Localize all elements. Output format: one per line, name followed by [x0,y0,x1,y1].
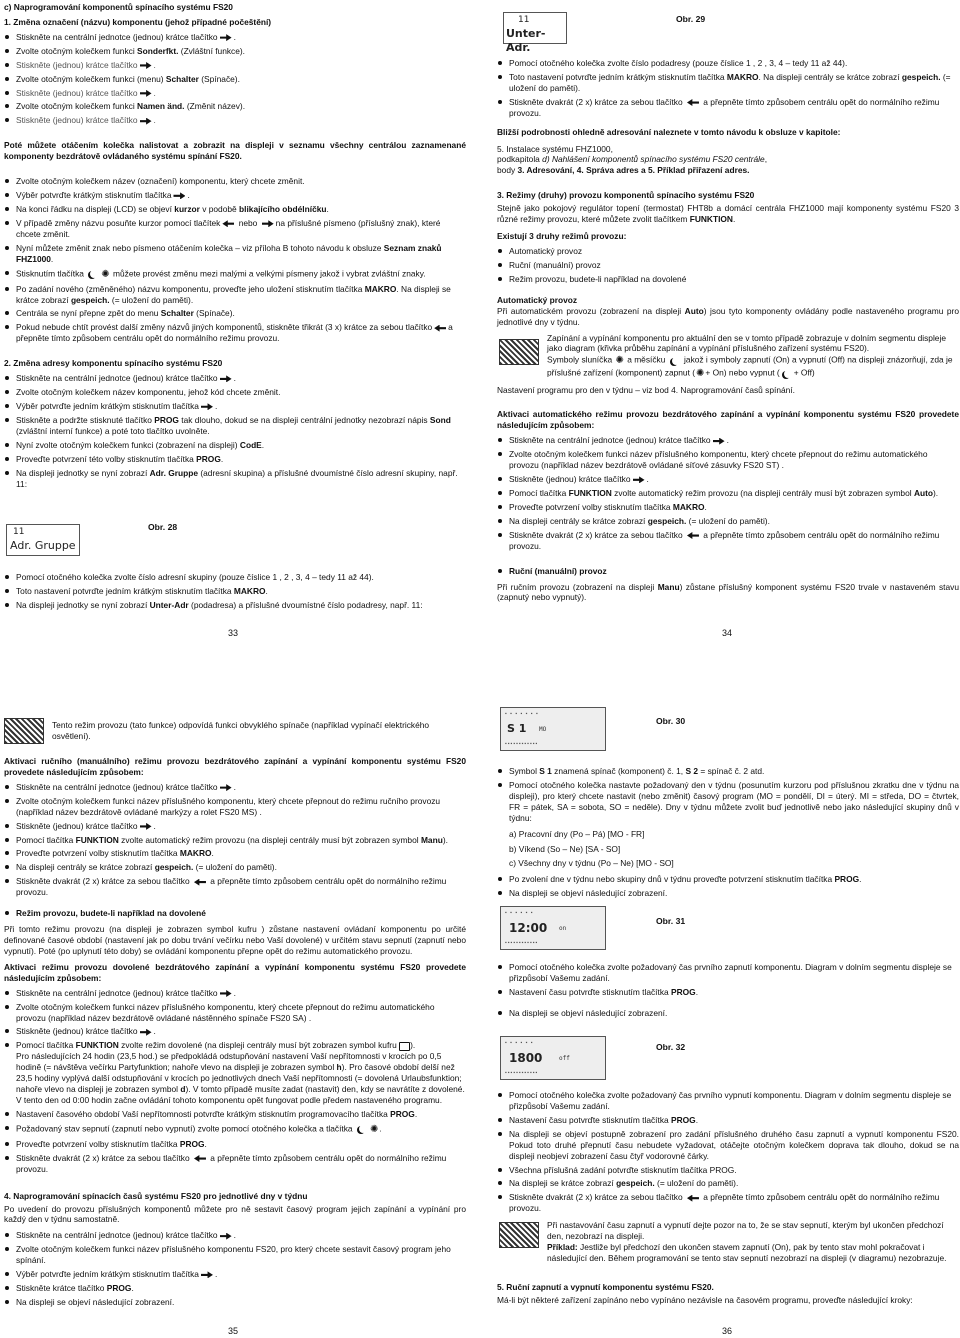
page-number: 36 [722,1326,733,1336]
paragraph: Nastavení programu pro den v týdnu – viz bod 4. Naprogramování časů spínání. [497,384,795,395]
list-item: Zvolte otočným kolečkem funkci název příslušného komponentu, který chcete přepnout do režimu ručního provozu (například název bezdrátově ovládané markýzy a rolet FS20 MS) . [4,796,466,818]
list-item: c) Všechny dny v týdnu (Po – Ne) [MO - SO] [509,858,674,869]
list-item: Zvolte otočným kolečkem funkci (menu) Schalter (Spínače). [4,74,466,85]
list-item: V případě změny názvu posuňte kurzor pomocí tlačítek nebo na příslušné písmeno (příslušný znak), které chcete změnit. [4,218,466,240]
step-list [497,566,959,577]
section-title: Automatický provoz [497,294,578,305]
lcd-number: 11 [13,527,25,537]
lcd-state: off [559,1055,570,1062]
step-list [4,373,466,489]
step-list [4,32,466,126]
step-list [497,435,959,551]
list-item: Výběr potvrďte krátkým stisknutím tlačítka . [4,190,466,201]
list-item: Nastavení času potvrďte stisknutím tlačítka PROG. [497,987,959,998]
lcd-day: MO [539,726,547,733]
paragraph: Bližší podrobnosti ohledně adresování naleznete v tomto návodu k obsluze v kapitole: [497,126,841,137]
right-arrow-icon [220,990,232,997]
note-block [497,1220,959,1264]
list-item: Ruční (manuální) provoz [497,260,959,271]
paragraph: Při automatickém provozu (zobrazení na displeji Auto) jsou tyto komponenty ovládány podle nastaveného programu pro jednotlivé dny v týdnu. [497,305,959,327]
list-item: Zvolte otočným kolečkem funkci Namen änd. (Změnit název). [4,101,466,112]
list-item: Pomocí tlačítka FUNKTION zvolte režim dovolené (na displeji centrály musí být zobrazen symbol kufru ). Pro následujících 24 hodin (23,5 hod.) se předpokládá odstupňování nastavení Vaší nepřítomnosti v krocích po 0,5 hodině (= návštěva večírku Partyfunktion; nahoře vlevo na displeji je zobrazen symbol h). Pro časové období delší než 23,5 hodiny vyplývá další odstupňování v krocích po jednotlivých dnech Vaší nepřítomnosti (= dovolená Urlaubsfunktion; nahoře vlevo na displeji je zobrazen symbol d). V tomto případě musíte zadat (nastavit) den, kdy se navrátíte z dovolené. V tento den od 0:00 hodin začne ovládání tohoto komponentu opět fungovat podle předem nastaveného programu. [4,1040,466,1106]
lcd-number: S 1 [507,722,527,735]
sun-icon: ✺ [369,1123,379,1135]
list-item: a) Pracovní dny (Po – Pá) [MO - FR] [509,828,645,839]
list-item: Toto nastavení potvrďte jedním krátkým stisknutím tlačítka MAKRO. [4,586,466,597]
moon-icon [359,1125,367,1133]
list-item: Nyní můžete změnit znak nebo písmeno otáčením kolečka – viz příloha B tohoto návodu k obsluze Seznam znaků FHZ1000. [4,243,466,265]
page-33-bottom [4,572,466,616]
section-title: Aktivaci režimu provozu dovolené bezdrátového zapínání a vypínání komponentu systému FS20 provedete následujícím způsobem: [4,961,466,983]
note-text: Symboly sluníčka ✺ a měsíčku jakož i symboly zapnutí (On) a vypnutí (Off) na displeji znázorňují, zda je příslušné zařízení (komponent) zapnut (✺+ On) nebo vypnut ( + Off) [547,355,953,380]
list-item: Stiskněte krátce tlačítko PROG. [4,1283,466,1294]
list-item: Stiskněte dvakrát (2 x) krátce za sebou tlačítko a přepněte tímto způsobem centrálu opět do normálního režimu provozu. [4,876,466,898]
list-item: Na displeji se objeví následující zobrazení. [4,1297,466,1308]
lcd-segments: ▪▪▪▪▪▪▪▪▪▪▪▪ [505,940,539,946]
page-35 [4,720,466,1313]
list-item: Stiskněte dvakrát (2 x) krátce za sebou tlačítko a přepněte tímto způsobem centrálu opět do normálního režimu provozu. [497,1192,959,1214]
moon-icon [672,357,680,365]
paragraph: body 3. Adresování, 4. Správa adres a 5. Příklad přiřazení adres. [497,165,750,176]
list-item: Na displeji se krátce zobrazí gespeich. (= uložení do paměti). [497,1178,959,1189]
list-item: Stiskněte (jednou) krátce tlačítko . [497,474,959,485]
step-list [497,962,959,1019]
list-item: Symbol S 1 znamená spínač (komponent) č. 1, S 2 = spínač č. 2 atd. [497,766,959,777]
list-item: Požadovaný stav sepnutí (zapnutí nebo vypnutí) zvolte pomocí otočného kolečka a tlačítka ✺. [4,1123,466,1136]
lcd-text: Adr. Gruppe [10,539,76,552]
list-item: Výběr potvrďte jedním krátkým stisknutím tlačítka . [4,401,466,412]
list-item: Ruční (manuální) provoz [497,566,959,577]
list-item: Nastavení časového období Vaší nepřítomnosti potvrďte krátkým stisknutím programovacího tlačítka PROG. [4,1109,466,1120]
list-item: Pomocí otočného kolečka zvolte číslo adresní skupiny (pouze číslice 1 , 2 , 3, 4 – tedy 11 až 44). [4,572,466,583]
paragraph: podkapitola d) Nahlášení komponentů spínacího systému FS20 centrále, [497,154,768,165]
lcd-display-figure [500,906,606,950]
list-item: Režim provozu, budete-li například na dovolené [4,908,466,919]
figure-caption: Obr. 28 [148,522,178,532]
list-item: Stiskněte dvakrát (2 x) krátce za sebou tlačítko a přepněte tímto způsobem centrálu opět do normálního režimu provozu. [497,97,959,119]
list-item: Toto nastavení potvrďte jedním krátkým stisknutím tlačítka MAKRO. Na displeji centrály se krátce zobrazí gespeich. (= uložení do paměti). [497,72,959,94]
moon-icon [784,370,792,378]
right-arrow-icon [140,90,152,97]
list-item: b) Víkend (So – Ne) [SA - SO] [509,843,621,854]
list-item: Stiskněte (jednou) krátce tlačítko . [4,1026,466,1037]
list-item: Všechna příslušná zadání potvrďte stisknutím tlačítka PROG. [497,1165,959,1176]
list-item: Stiskněte na centrální jednotce (jednou) krátce tlačítko . [497,435,959,446]
list-item: Na displeji jednotky se nyní zobrazí Unter-Adr (podadresa) a příslušné dvoumístné číslo podadresy, např. 11: [4,600,466,611]
step-list [497,1090,959,1214]
list-item: Pomocí otočného kolečka zvolte požadovaný čas prvního vypnutí komponentu. Diagram v dolním segmentu displeje se přizpůsobí Vašemu zadání. [497,1090,959,1112]
right-arrow-icon [140,62,152,69]
list-item: Stisknutím tlačítka ✺ můžete provést změnu mezi malými a velkými písmeny jakož i vybrat zvláštní znaky. [4,268,466,281]
section-title: 2. Změna adresy komponentu spínacího systému FS20 [4,358,223,369]
left-arrow-icon [687,1195,699,1202]
sun-icon: ✺ [101,268,110,280]
paragraph: Má-li být některé zařízení zapínáno nebo vypínáno nezávisle na časovém programu, proveďte následující kroky: [497,1294,913,1305]
list-item: Zvolte otočným kolečkem funkci název příslušného komponentu, který chcete přepnout do režimu automatického provozu (například název bezdrátově ovládané nástěnného spínače FS20 SA) . [4,1002,466,1024]
list-item: Centrála se nyní přepne zpět do menu Schalter (Spínače). [4,308,466,319]
list-item: Zvolte otočným kolečkem název komponentu, jehož kód chcete změnit. [4,387,466,398]
right-arrow-icon [140,1029,152,1036]
list-item: Stiskněte na centrální jednotce (jednou) krátce tlačítko . [4,373,466,384]
paragraph: Stejně jako pokojový regulátor topení (termostat) FHT8b a domácí centrála FHZ1000 mají komponenty systému FS20 3 různé režimy provozu, které můžete zvolit tlačítkem FUNKTION. [497,203,959,225]
right-arrow-icon [713,438,725,445]
step-list [4,176,466,344]
paragraph: Při tomto režimu provozu (na displeji je zobrazen symbol kufru ) zůstane nastavení ovládaní komponentu po určité definované časové období (nastavení jak po dobu trvání večírku nebo Vaší dovolené) v určitém stavu sepnutí (zapnutí nebo vypnutí). Poté (po uplynutí této doby) se ovládání komponentu přepne opět do režimu automatického provozu. [4,924,466,956]
list-item: Pomocí tlačítka FUNKTION zvolte automatický režim provozu (na displeji centrály musí být zobrazen symbol Auto). [497,488,959,499]
right-arrow-icon [201,1271,213,1278]
figure-caption: Obr. 32 [656,1042,686,1052]
list-item: Nastavení času potvrďte stisknutím tlačítka PROG. [497,1115,959,1126]
lcd-segments: ▪ ▪ ▪ ▪ ▪ ▪ [505,910,534,916]
list-item: Zvolte otočným kolečkem funkci Sonderfkt. (Zvláštní funkce). [4,46,466,57]
lcd-text: Unter-Adr. [506,27,546,55]
list-item: Pomocí tlačítka FUNKTION zvolte automatický režim provozu (na displeji centrály musí být zobrazen symbol Manu). [4,835,466,846]
suitcase-icon [399,1042,410,1051]
list-item: Po zvolení dne v týdnu nebo skupiny dnů v týdnu proveďte potvrzení stisknutím tlačítka PROG. [497,874,959,885]
sun-icon: ✺ [615,355,624,367]
left-arrow-icon [687,99,699,106]
mode-list [497,246,959,285]
list-item: Stiskněte dvakrát (2 x) krátce za sebou tlačítko a přepněte tímto způsobem centrálu opět do normálního režimu provozu. [497,530,959,552]
list-item: Proveďte potvrzení této volby stisknutím tlačítka PROG. [4,454,466,465]
lcd-number: 12:00 [509,921,548,935]
group-list [497,829,959,870]
right-arrow-icon [220,1233,232,1240]
list-item: Na konci řádku na displeji (LCD) se objeví kurzor v podobě blikajícího obdélníčku. [4,204,466,215]
list-item: Pomocí otočného kolečka nastavte požadovaný den v týdnu (posunutím kurzoru pod příslušnou zkratku dne v týdnu na displeji), pro který chcete nastavit (nebo změnit) časový program (MO = pondělí, DI = úterý. MI = středa, DO = čtvrtek, FR = pátek, SA = sobota, SO = neděle). Dny v týdnu můžete zvolit buď jednotlivě nebo jako následující skupiny dnů v týdnu: [497,780,959,824]
list-item: Stiskněte na centrální jednotce (jednou) krátce tlačítko . [4,32,466,43]
right-arrow-icon [140,118,152,125]
lcd-segments: ▪ ▪ ▪ ▪ ▪ ▪ [505,1040,534,1046]
step-list [4,782,466,898]
step-list [4,1230,466,1308]
list-item: Na displeji se objeví následující zobrazení. [497,1008,959,1019]
right-arrow-icon [173,192,185,199]
paragraph: Při ručním provozu (zobrazení na displeji Manu) zůstane příslušný komponent systému FS20 trvale v nastaveném stavu (zapnutý nebo vypnutý). [497,581,959,603]
lcd-number: 1800 [509,1051,543,1065]
section-title: 5. Ruční zapnutí a vypnutí komponentu systému FS20. [497,1281,714,1292]
step-list [4,908,466,919]
list-item: Stiskněte (jednou) krátce tlačítko . [4,88,466,99]
list-item: Pomocí otočného kolečka zvolte požadovaný čas prvního zapnutí komponentu. Diagram v dolním segmentu displeje se přizpůsobí Vašemu zadání. [497,962,959,984]
moon-icon [90,270,98,278]
list-item: Stiskněte (jednou) krátce tlačítko . [4,60,466,71]
list-item: Na displeji se objeví následující zobrazení. [497,888,959,899]
list-item: Zvolte otočným kolečkem název (označení) komponentu, který chcete změnit. [4,176,466,187]
page-33 [4,2,466,494]
right-arrow-icon [140,823,152,830]
right-arrow-icon [201,403,213,410]
section-title: Aktivaci ručního (manuálního) režimu provozu bezdrátového zapínání a vypínání komponentu systému FS20 provedete následujícím způsobem: [4,756,466,777]
lcd-segments: ▪▪▪▪▪▪▪▪▪▪▪▪ [505,741,539,747]
list-item: Stiskněte dvakrát (2 x) krátce za sebou tlačítko a přepněte tímto způsobem centrálu opět do normálního režimu provozu. [4,1153,466,1175]
sun-icon: ✺ [696,368,705,380]
section-title: 4. Naprogramování spínacích časů systému FS20 pro jednotlivé dny v týdnu [4,1190,308,1201]
lcd-state: on [559,925,567,932]
note-block [497,333,959,381]
left-arrow-icon [687,532,699,539]
note-text: Tento režim provozu (tato funkce) odpovídá funkci obvyklého spínače (například vypínačí elektrického osvětlení). [52,720,430,741]
page-36-mid [497,962,959,1024]
left-arrow-icon [434,325,446,332]
list-item: Po zadání nového (změněného) názvu komponentu, proveďte jeho uložení stisknutím tlačítka MAKRO. Na displeji se krátce zobrazí gespeich. (= uložení do paměti). [4,284,466,306]
section-title: Aktivaci automatického režimu provozu bezdrátového zapínání a vypínání komponentu systému FS20 provedete následujícím způsobem: [497,409,959,431]
page-number: 34 [722,628,733,638]
step-list [4,572,466,611]
list-item: Stiskněte na centrální jednotce (jednou) krátce tlačítko . [4,782,466,793]
list-item: Nyní zvolte otočným kolečkem funkci (zobrazení na displeji) CodE. [4,440,466,451]
lcd-display-figure [500,1036,606,1080]
note-hand-icon [499,339,539,365]
right-arrow-icon [633,476,645,483]
step-list [4,988,466,1175]
section-heading: c) Naprogramování komponentů spínacího systému FS20 [4,2,233,12]
left-arrow-icon [194,879,206,886]
page-number: 33 [228,628,239,638]
list-item: Na displeji centrály se krátce zobrazí gespeich. (= uložení do paměti). [497,516,959,527]
list-item: Proveďte potvrzení volby stisknutím tlačítka MAKRO. [497,502,959,513]
note-hand-icon [499,1222,539,1248]
page-number: 35 [228,1326,239,1336]
page-36 [497,766,959,904]
figure-caption: Obr. 29 [676,14,706,24]
list-item: Stiskněte na centrální jednotce (jednou) krátce tlačítko . [4,988,466,999]
list-item: Stiskněte na centrální jednotce (jednou) krátce tlačítko . [4,1230,466,1241]
list-item: Stiskněte a podržte stisknuté tlačítko PROG tak dlouho, dokud se na displeji centrální jednotky nezobrazí nápis Sond (zvláštní interní funkce) a poté toto tlačítko uvolněte. [4,415,466,437]
step-list [497,58,959,119]
list-item: Na displeji jednotky se nyní zobrazí Adr. Gruppe (adresní skupina) a příslušné dvoumístné číslo adresní skupiny, např. 11: [4,468,466,490]
lcd-number: 11 [518,15,530,25]
lcd-display-figure [6,524,80,556]
page-34 [497,58,959,608]
page-36-bottom [497,1090,959,1311]
list-item: Pokud nebude chtít provést další změny názvů jiných komponentů, stiskněte třikrát (3 x) krátce za sebou tlačítko a přepněte tímto způsobem centrálu opět do normálního režimu provozu. [4,322,466,344]
list-item: Stiskněte (jednou) krátce tlačítko . [4,821,466,832]
list-item: Na displeji se objeví postupně zobrazení pro zadání příslušného druhého času zapnutí a vypnutí komponentu FS20. Pokud toto druhé přepnutí času nebudete vyžadovat, otáčejte otočným kolečkem doprava tak dlouho, dokud se na displeji neobjeví zobrazení času čtyř vodorovné čárky. [497,1129,959,1162]
paragraph: Poté můžete otáčením kolečka nalistovat a zobrazit na displeji v seznamu všechny centrálou zaznamenané komponenty bezdrátově ovládaného systému spínání FS20. [4,140,466,162]
paragraph: 5. Instalace systému FHZ1000, [497,143,613,154]
lcd-segments: ▪▪▪▪▪▪▪▪▪▪▪▪ [505,1070,539,1076]
list-item: Pomocí otočného kolečka zvolte číslo podadresy (pouze číslice 1 , 2 , 3, 4 – tedy 11 až 44). [497,58,959,69]
lcd-segments: ▪ ▪ ▪ ▪ ▪ ▪ ▪ [505,711,539,717]
right-arrow-icon [262,220,274,227]
list-item: Výběr potvrďte jedním krátkým stisknutím tlačítka . [4,1269,466,1280]
figure-caption: Obr. 31 [656,916,686,926]
list-item: Na displeji centrály se krátce zobrazí gespeich. (= uložení do paměti). [4,862,466,873]
figure-caption: Obr. 30 [656,716,686,726]
list-item: Stiskněte (jednou) krátce tlačítko . [4,115,466,126]
list-item: Automatický provoz [497,246,959,257]
right-arrow-icon [220,784,232,791]
list-item: Proveďte potvrzení volby stisknutím tlačítka MAKRO. [4,848,466,859]
step-list [497,766,959,824]
lcd-display-figure [500,707,606,751]
lcd-display-figure [503,12,567,55]
note-text: Při nastavování času zapnutí a vypnutí dejte pozor na to, že se stav sepnutí, kterým byl ukončen předchozí den, nezobrazí na displeji. [547,1220,944,1242]
list-item: Zvolte otočným kolečkem funkci název příslušného komponentu, který chcete přepnout do režimu automatického provozu (například název bezdrátově ovládané síťové zásuvky FS20 ST) . [497,449,959,471]
left-arrow-icon [194,1155,206,1162]
section-title: Existují 3 druhy režimů provozu: [497,231,627,242]
left-arrow-icon [222,220,234,227]
list-item: Režim provozu, budete-li například na dovolené [497,274,959,285]
section-title: 1. Změna označení (názvu) komponentu (jehož případné počeštění) [4,16,272,27]
right-arrow-icon [220,375,232,382]
note-text: Příklad: Jestliže byl předchozí den ukončen stavem zapnutí (On), pak by tento stav mohl pokračovat i následující den. Během programování se tento stav sepnutí nezobrazí na displeji (v diagramu) nezobrazuje. [547,1242,947,1263]
list-item: Zvolte otočným kolečkem funkci název příslušného komponentu FS20, pro který chcete sestavit časový program jeho spínání. [4,1244,466,1266]
paragraph: Po uvedení do provozu příslušných komponentů můžete pro ně sestavit časový program jejich zapínání a vypínání pro každý den v týdnu samostatně. [4,1203,466,1225]
list-item: Proveďte potvrzení volby stisknutím tlačítka PROG. [4,1139,466,1150]
right-arrow-icon [220,34,232,41]
step-list [497,874,959,899]
note-text: Zapínání a vypínání komponentu pro aktuální den se v tomto případě zobrazuje v dolním segmentu displeje jako diagram (křivka průběhu zapínání a vypínání příslušného zařízení systému FS20). [547,332,946,354]
section-title: 3. Režimy (druhy) provozu komponentů spínacího systému FS20 [497,190,755,201]
